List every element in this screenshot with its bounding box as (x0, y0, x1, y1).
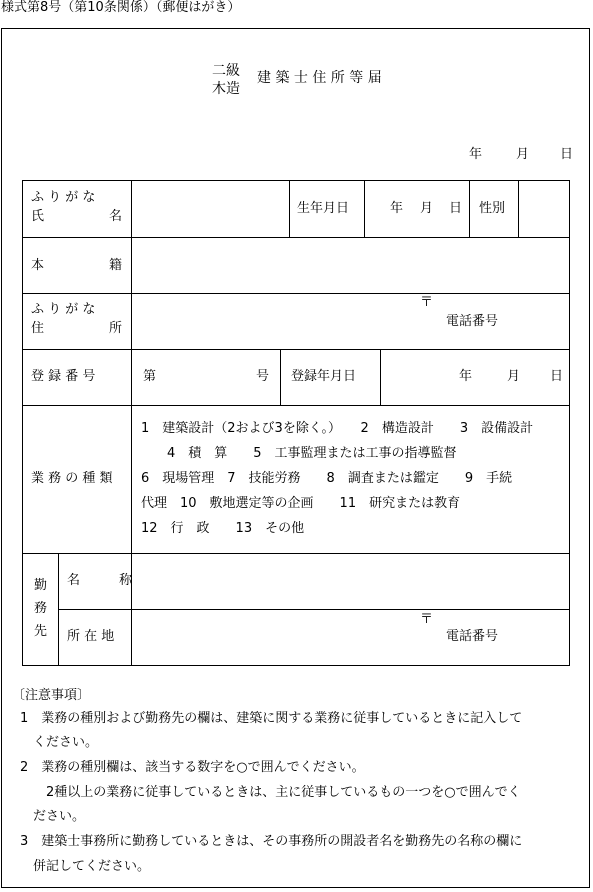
gender-field[interactable] (520, 183, 567, 235)
note-line: 2種以上の業務に従事しているときは、主に従事しているもの一つを○で囲んでく (20, 785, 521, 800)
form-caption: 様式第8号（第10条関係）（郵便はがき） (1, 0, 241, 15)
business-option-line[interactable]: 4 積 算 5 工事監理または工事の指導監督 (141, 446, 457, 461)
title-prefix-mokuzo: 木造 (212, 81, 240, 97)
workplace-name-label: 名 称 (67, 573, 133, 588)
gender-label: 性別 (479, 201, 506, 216)
workplace-location-label: 所 在 地 (67, 629, 115, 644)
birth-month-label: 月 (420, 201, 434, 216)
postal-mark: 〒 (420, 295, 434, 310)
name-field[interactable] (133, 183, 287, 235)
furigana-address-label: ふ り が な (31, 302, 96, 317)
furigana-label: ふ り が な (31, 190, 96, 205)
business-option-line[interactable]: 1 建築設計（2および3を除く。） 2 構造設計 3 設備設計 (141, 421, 534, 436)
birth-year-label: 年 (390, 201, 404, 216)
phone-label: 電話番号 (446, 314, 499, 329)
date-day: 日 (560, 147, 574, 162)
workplace-label-char: 務 (34, 601, 48, 616)
birthdate-label: 生年月日 (297, 201, 350, 216)
registration-number-label: 登 録 番 号 (31, 369, 96, 384)
reg-go: 号 (256, 369, 270, 384)
notes-heading: 〔注意事項〕 (12, 688, 91, 703)
workplace-name-field[interactable] (133, 555, 567, 607)
note-line: ださい。 (20, 809, 86, 824)
address-field[interactable] (133, 295, 413, 347)
reg-day-label: 日 (550, 369, 564, 384)
business-option-line[interactable]: 12 行 政 13 その他 (141, 521, 305, 536)
date-year: 年 (469, 147, 483, 162)
postal-mark-workplace: 〒 (420, 612, 434, 627)
date-month: 月 (516, 147, 530, 162)
business-option-line[interactable]: 代理 10 敷地選定等の企画 11 研究または教育 (141, 496, 461, 511)
reg-month-label: 月 (507, 369, 521, 384)
registration-number-field[interactable] (161, 351, 251, 403)
business-type-label: 業 務 の 種 類 (31, 471, 113, 486)
workplace-phone-label: 電話番号 (446, 629, 499, 644)
note-line: 3 建築士事務所に勤務しているときは、その事務所の開設者名を勤務先の名称の欄に (20, 834, 523, 849)
note-line: 2 業務の種別欄は、該当する数字を○で囲んでください。 (20, 760, 365, 775)
workplace-location-field[interactable] (133, 611, 413, 663)
domicile-field[interactable] (133, 239, 567, 291)
form-table (22, 180, 570, 666)
domicile-label: 本 籍 (31, 258, 123, 273)
workplace-label-char: 先 (34, 624, 48, 639)
name-label: 氏 名 (31, 209, 123, 224)
business-option-line[interactable]: 6 現場管理 7 技能労務 8 調査または鑑定 9 手続 (141, 471, 513, 486)
page-title: 建 築 士 住 所 等 届 (257, 70, 382, 86)
reg-year-label: 年 (459, 369, 473, 384)
workplace-label-char: 勤 (34, 578, 48, 593)
note-line: 併記してください。 (20, 859, 151, 874)
note-line: 1 業務の種別および勤務先の欄は、建築に関する業務に従事しているときに記入して (20, 711, 523, 726)
note-line: ください。 (20, 735, 99, 750)
address-label: 住 所 (31, 321, 123, 336)
title-prefix-nikyu: 二級 (212, 63, 240, 79)
birth-day-label: 日 (449, 201, 463, 216)
registration-date-label: 登録年月日 (291, 369, 357, 384)
reg-dai: 第 (143, 369, 157, 384)
